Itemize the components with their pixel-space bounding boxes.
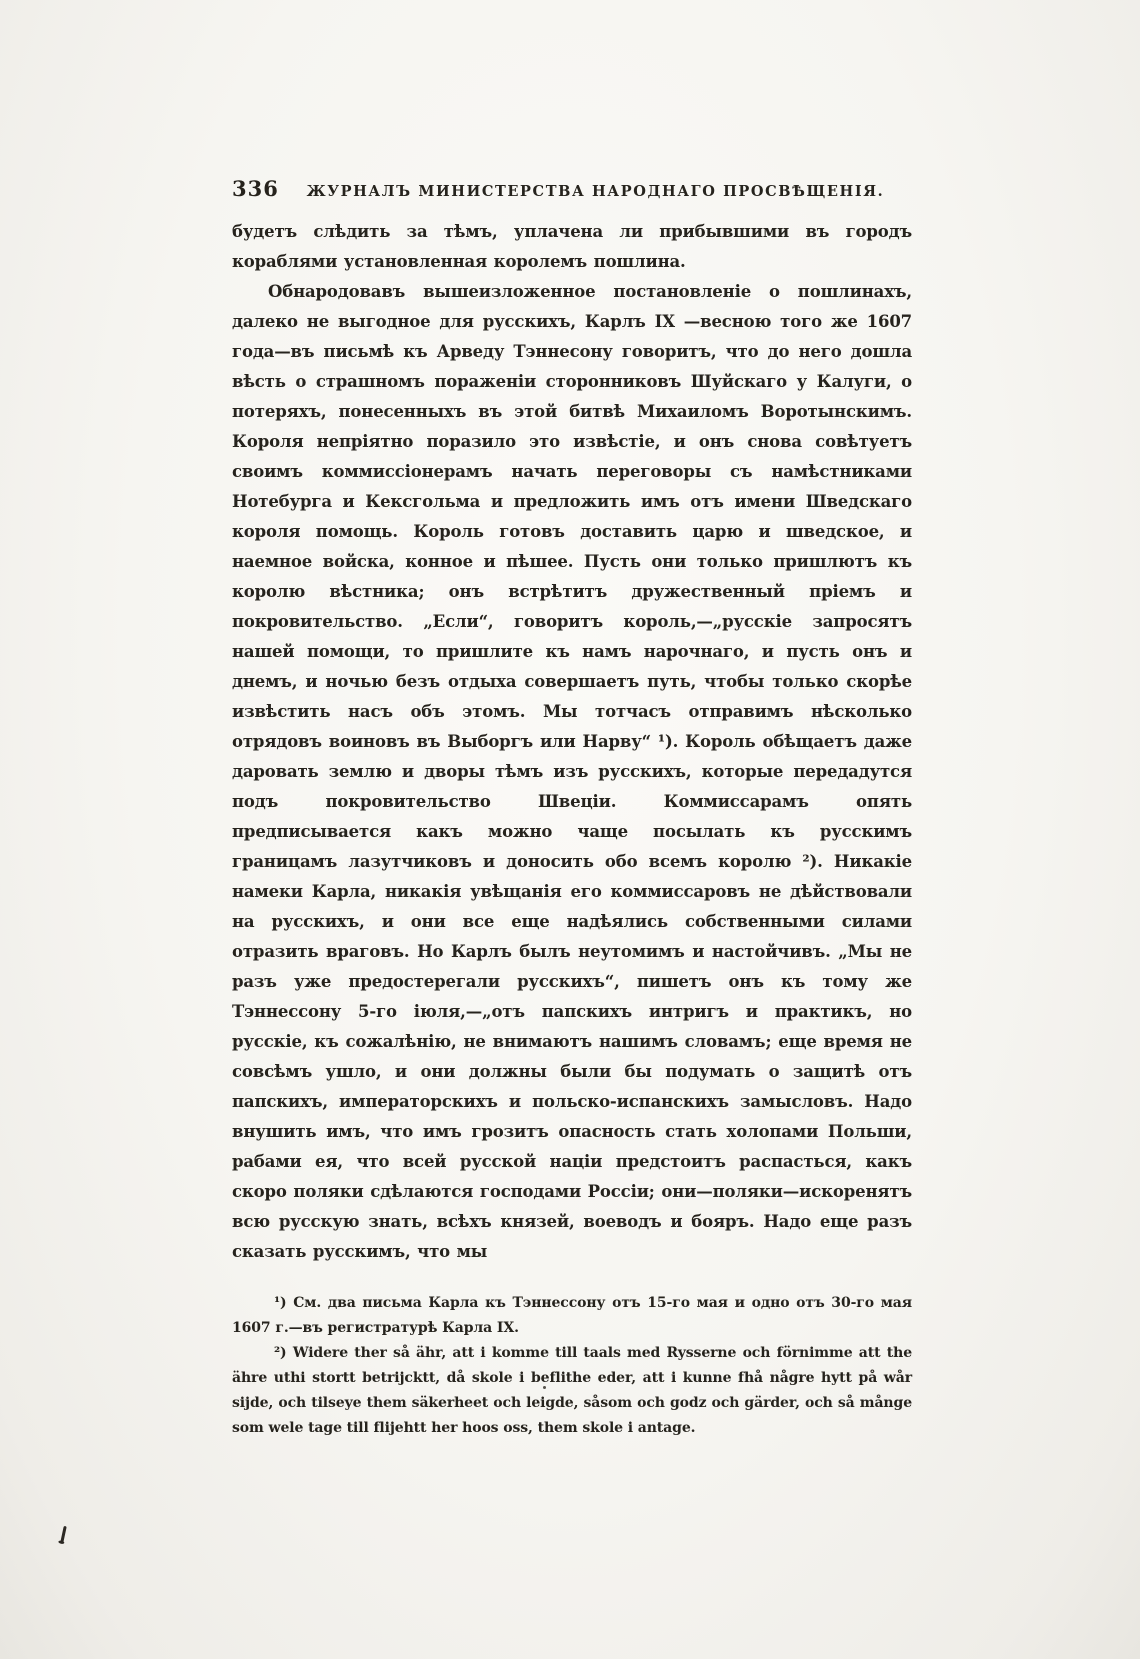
body-paragraph: Обнародовавъ вышеизложенное постановленіе о пошлинахъ, далеко не выгодное для русскихъ, Карлъ IX —весною того же 1607 года—въ письмѣ къ Арведу Тэннесону говоритъ, что до него дошла вѣсть о страшномъ пораженіи сторонниковъ Шуйскаго у Калуги, о потеряхъ, понесенныхъ въ этой битвѣ Михаиломъ Воротынскимъ. Короля непріятно поразило это извѣстіе, и онъ снова совѣтуетъ своимъ коммиссіонерамъ начать переговоры съ намѣстниками Нотебурга и Кексгольма и предложить имъ отъ имени Шведскаго короля помощь. Король готовъ доставить царю и шведское, и наемное войска, конное и пѣшее. Пусть они только пришлютъ къ королю вѣстника; онъ встрѣтитъ дружественный пріемъ и покровительство. „Если“, говоритъ король,—„русскіе запросятъ нашей помощи, то пришлите къ намъ нарочнаго, и пусть онъ и днемъ, и ночью безъ отдыха совершаетъ путь, чтобы только скорѣе извѣстить насъ объ этомъ. Мы тотчасъ отправимъ нѣсколько отрядовъ воиновъ въ Выборгъ или Нарву“ ¹). Король обѣщаетъ даже даровать землю и дворы тѣмъ изъ русскихъ, которые передадутся подъ покровительство Швеціи. Коммиссарамъ опять предписывается какъ можно чаще посылать къ русскимъ границамъ лазутчиковъ и доносить обо всемъ королю ²). Никакіе намеки Карла, никакія увѣщанія его коммиссаровъ не дѣйствовали на русскихъ, и они все еще надѣялись собственными силами отразить враговъ. Но Карлъ былъ неутомимъ и настойчивъ. „Мы не разъ уже предостерегали русскихъ“, пишетъ онъ къ тому же Тэннессону 5-го іюля,—„отъ папскихъ интригъ и практикъ, но русскіе, къ сожалѣнію, не внимаютъ нашимъ словамъ; еще время не совсѣмъ ушло, и они должны были бы подумать о защитѣ отъ папскихъ, императорскихъ и польско-испанскихъ замысловъ. Надо внушить имъ, что имъ грозитъ опасность стать холопами Польши, рабами ея, что всей русской націи предстоитъ распасться, какъ скоро поляки сдѣлаются господами Россіи; они—поляки—искоренятъ всю русскую знать, всѣхъ князей, воеводъ и бояръ. Надо еще разъ сказать русскимъ, что мы bbox=[232, 282, 912, 1261]
body-paragraph: будетъ слѣдить за тѣмъ, уплачена ли прибывшими въ городъ кораблями установленная королемъ пошлина. bbox=[232, 222, 912, 271]
footnote bbox=[232, 1341, 912, 1441]
page-number: 336 bbox=[232, 176, 279, 201]
body-text bbox=[232, 217, 912, 1267]
footnote bbox=[232, 1291, 912, 1341]
running-header: ЖУРНАЛЪ МИНИСТЕРСТВА НАРОДНАГО ПРОСВѢЩЕНІЯ. bbox=[306, 183, 885, 200]
page-content bbox=[232, 176, 912, 1441]
footnote-marker: ²) bbox=[274, 1345, 287, 1361]
footnote-text: Widere ther så ähr, att i komme till taals med Rysserne och förnimme att the ähre uthi stortt betrijcktt, då skole i beflithe eder, att i kunne fhå någre hytt på wår sijde, och tilseye them säkerheet och leigde, såsom och godz och gärder, och så månge som wele tage till flijehtt her hoos oss, them skole i antage. bbox=[232, 1345, 912, 1436]
footnote-marker: ¹) bbox=[274, 1295, 287, 1311]
stray-dot bbox=[543, 1386, 546, 1389]
footnotes-section bbox=[232, 1291, 912, 1441]
ink-mark bbox=[60, 1526, 66, 1543]
page-header bbox=[232, 176, 912, 201]
footnote-text: См. два письма Карла къ Тэннессону отъ 15-го мая и одно отъ 30-го мая 1607 г.—въ регистратурѣ Карла IX. bbox=[232, 1295, 912, 1336]
